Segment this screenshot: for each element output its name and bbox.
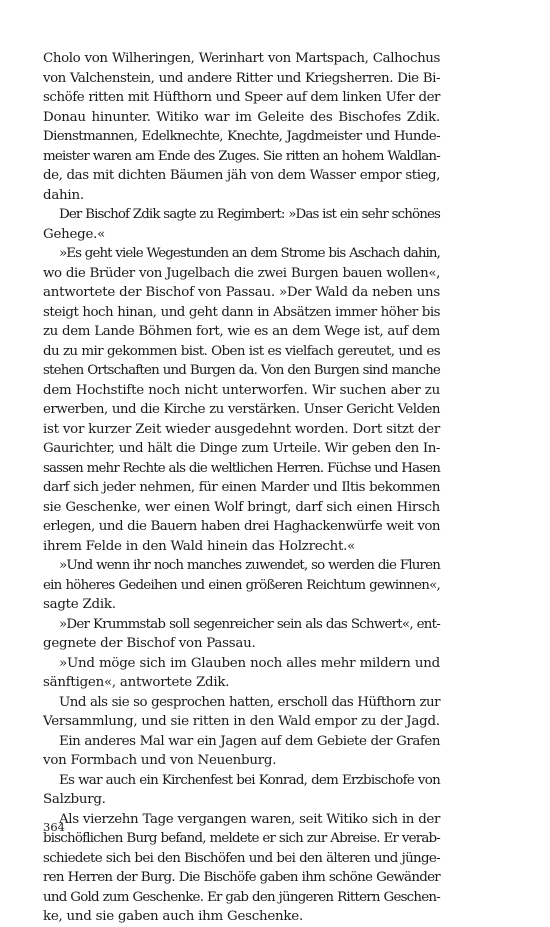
text-line: darf sich jeder nehmen, für einen Marder und Iltis bekommen bbox=[43, 480, 440, 495]
text-line: Salzburg. bbox=[43, 792, 106, 807]
text-line: Dienstmannen, Edelknechte, Knechte, Jagdmeister und Hunde- bbox=[43, 129, 440, 144]
text-line: Gehege.« bbox=[43, 226, 106, 242]
text-line: ke, und sie gaben auch ihm Geschenke. bbox=[43, 909, 303, 924]
text-line: sagte Zdik. bbox=[43, 597, 116, 612]
text-line: von Valchenstein, und andere Ritter und Kriegsherren. Die Bi- bbox=[43, 70, 440, 86]
text-line: ren Herren der Burg. Die Bischöfe gaben ihm schöne Gewänder bbox=[43, 870, 440, 885]
text-line: antwortete der Bischof von Passau. »Der Wald da neben uns bbox=[43, 285, 440, 300]
text-line: sie Geschenke, wer einen Wolf bringt, darf sich einen Hirsch bbox=[43, 499, 440, 515]
text-line: Donau hinunter. Witiko war im Geleite des Bischofes Zdik. bbox=[43, 109, 440, 125]
body-text bbox=[43, 49, 440, 927]
text-line: steigt hoch hinan, und geht dann in Absätzen immer höher bis bbox=[43, 304, 440, 320]
text-line: bischöflichen Burg befand, meldete er sich zur Abreise. Er verab- bbox=[43, 831, 440, 846]
text-line: »Es geht viele Wegestunden an dem Strome bis Aschach dahin, bbox=[59, 246, 440, 261]
page-number: 364 bbox=[43, 820, 65, 834]
text-line: Der Bischof Zdik sagte zu Regimbert: »Das ist ein sehr schönes bbox=[59, 207, 440, 222]
text-line: Als vierzehn Tage vergangen waren, seit Witiko sich in der bbox=[59, 811, 440, 827]
text-line: und Gold zum Geschenke. Er gab den jüngeren Rittern Geschen- bbox=[43, 889, 440, 905]
text-line: du zu mir gekommen bist. Oben ist es vielfach gereutet, und es bbox=[43, 343, 440, 359]
text-line: Und als sie so gesprochen hatten, erscholl das Hüfthorn zur bbox=[59, 694, 440, 710]
text-line: ist vor kurzer Zeit wieder ausgedehnt worden. Dort sitzt der bbox=[43, 421, 440, 437]
text-line: sänftigen«, antwortete Zdik. bbox=[43, 675, 230, 690]
text-line: sassen mehr Rechte als die weltlichen Herren. Füchse und Hasen bbox=[43, 460, 440, 476]
text-line: meister waren am Ende des Zuges. Sie ritten an hohem Waldlan- bbox=[43, 148, 440, 164]
text-line: Es war auch ein Kirchenfest bei Konrad, dem Erzbischofe von bbox=[59, 772, 440, 788]
text-line: erlegen, und die Bauern haben drei Haghackenwürfe weit von bbox=[43, 519, 440, 534]
text-line: zu dem Lande Böhmen fort, wie es an dem Wege ist, auf dem bbox=[43, 324, 440, 339]
text-line: gegnete der Bischof von Passau. bbox=[43, 636, 256, 651]
text-line: »Und wenn ihr noch manches zuwendet, so werden die Fluren bbox=[59, 558, 440, 573]
text-line: erwerben, und die Kirche zu verstärken. Unser Gericht Velden bbox=[43, 402, 440, 417]
text-line: de, das mit dichten Bäumen jäh von dem Wasser empor stieg, bbox=[43, 168, 440, 183]
text-line: Gaurichter, und hält die Dinge zum Urteile. Wir geben den In- bbox=[43, 441, 440, 456]
text-line: schöfe ritten mit Hüfthorn und Speer auf dem linken Ufer der bbox=[43, 90, 440, 105]
text-line: Cholo von Wilheringen, Werinhart von Martspach, Calhochus bbox=[43, 51, 440, 66]
text-line: Versammlung, und sie ritten in den Wald empor zu der Jagd. bbox=[43, 714, 440, 729]
text-line: dem Hochstifte noch nicht unterworfen. Wir suchen aber zu bbox=[43, 382, 440, 398]
text-line: schiedete sich bei den Bischöfen und bei den älteren und jünge- bbox=[43, 850, 440, 866]
text-line: stehen Ortschaften und Burgen da. Von den Burgen sind manche bbox=[43, 363, 440, 378]
text-line: wo die Brüder von Jugelbach die zwei Burgen bauen wollen«, bbox=[43, 265, 440, 281]
text-line: Ein anderes Mal war ein Jagen auf dem Gebiete der Grafen bbox=[59, 733, 440, 749]
text-line: ein höheres Gedeihen und einen größeren Reichtum gewinnen«, bbox=[43, 577, 440, 593]
text-line: ihrem Felde in den Wald hinein das Holzrecht.« bbox=[43, 538, 356, 554]
text-line: dahin. bbox=[43, 187, 84, 203]
text-line: »Und möge sich im Glauben noch alles mehr mildern und bbox=[59, 655, 440, 671]
text-line: von Formbach und von Neuenburg. bbox=[43, 753, 277, 768]
text-line: »Der Krummstab soll segenreicher sein als das Schwert«, ent- bbox=[59, 616, 440, 632]
